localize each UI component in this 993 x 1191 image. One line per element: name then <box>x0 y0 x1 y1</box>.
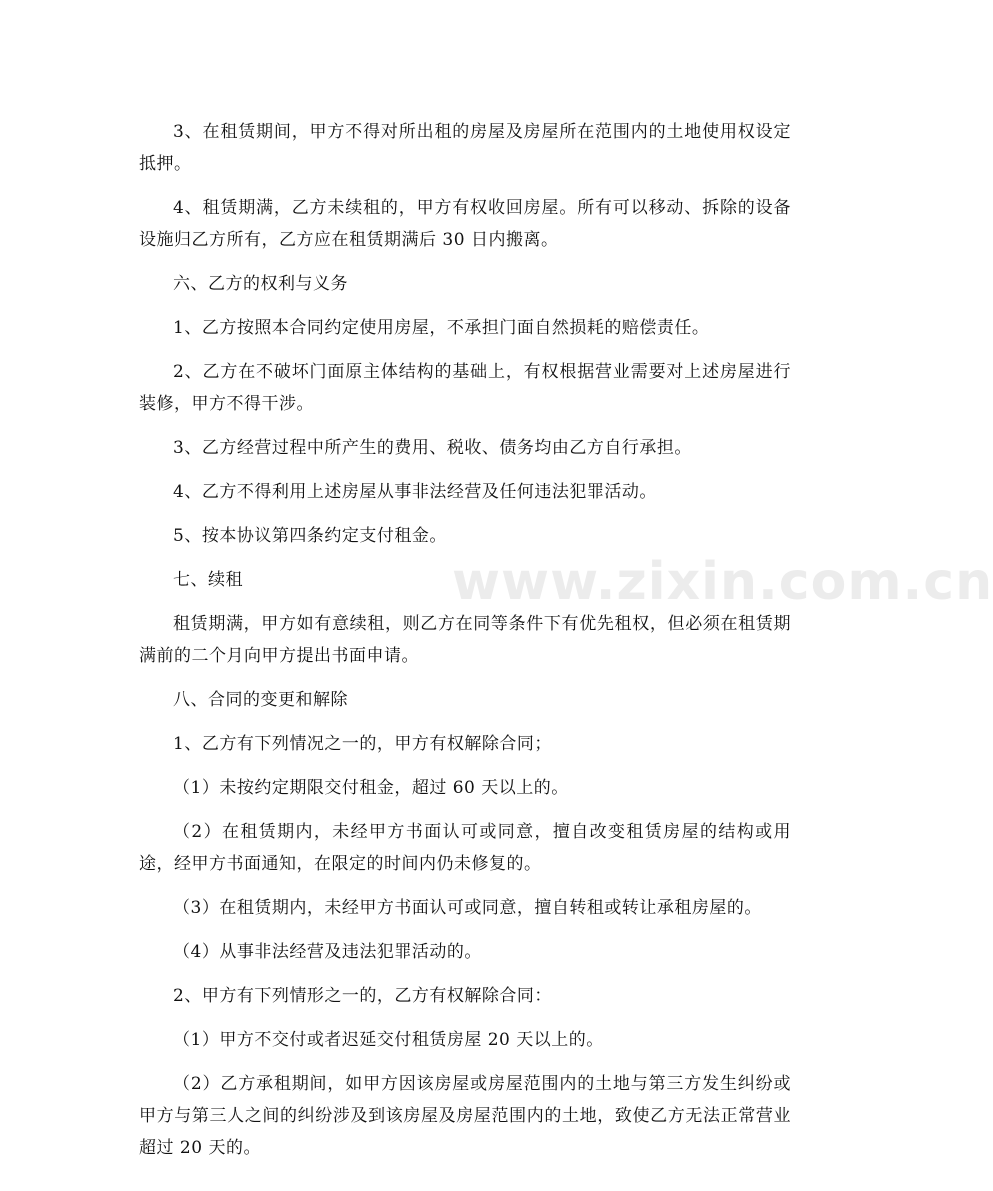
clause-six-4: 4、乙方不得利用上述房屋从事非法经营及任何违法犯罪活动。 <box>173 482 657 502</box>
clause-seven-renewal: 租赁期满，甲方如有意续租，则乙方在同等条件下有优先租权，但必须在租赁期满前的二个月向甲方提出书面申请。 <box>139 614 791 666</box>
clause-eight-1-item-2: （2）在租赁期内，未经甲方书面认可或同意，擅自改变租赁房屋的结构或用途，经甲方书面通知，在限定的时间内仍未修复的。 <box>139 822 791 874</box>
document-body <box>139 116 791 1176</box>
clause-3-no-mortgage: 3、在租赁期间，甲方不得对所出租的房屋及房屋所在范围内的土地使用权设定抵押。 <box>139 122 791 174</box>
clause-eight-1-item-4: （4）从事非法经营及违法犯罪活动的。 <box>173 942 482 962</box>
section-heading-seven: 七、续租 <box>173 570 243 590</box>
clause-six-3: 3、乙方经营过程中所产生的费用、税收、债务均由乙方自行承担。 <box>173 438 692 458</box>
clause-six-5: 5、按本协议第四条约定支付租金。 <box>173 526 447 546</box>
clause-six-1: 1、乙方按照本合同约定使用房屋，不承担门面自然损耗的赔偿责任。 <box>173 318 710 338</box>
clause-4-lease-expiry: 4、租赁期满，乙方未续租的，甲方有权收回房屋。所有可以移动、拆除的设备设施归乙方所有，乙方应在租赁期满后 30 日内搬离。 <box>139 198 791 250</box>
watermark-text: www.zixin.com.cn <box>452 552 993 612</box>
section-heading-six: 六、乙方的权利与义务 <box>173 274 348 294</box>
section-heading-eight: 八、合同的变更和解除 <box>173 690 348 710</box>
clause-eight-1: 1、乙方有下列情况之一的，甲方有权解除合同； <box>173 734 552 754</box>
clause-eight-2: 2、甲方有下列情形之一的，乙方有权解除合同： <box>173 986 552 1006</box>
clause-eight-1-item-3: （3）在租赁期内，未经甲方书面认可或同意，擅自转租或转让承租房屋的。 <box>173 898 762 918</box>
clause-eight-1-item-1: （1）未按约定期限交付租金，超过 60 天以上的。 <box>173 778 569 798</box>
clause-six-2: 2、乙方在不破坏门面原主体结构的基础上，有权根据营业需要对上述房屋进行装修，甲方不得干涉。 <box>139 362 791 414</box>
clause-eight-2-item-2: （2）乙方承租期间，如甲方因该房屋或房屋范围内的土地与第三方发生纠纷或甲方与第三人之间的纠纷涉及到该房屋及房屋范围内的土地，致使乙方无法正常营业超过 20 天的。 <box>139 1074 791 1158</box>
clause-eight-2-item-1: （1）甲方不交付或者迟延交付租赁房屋 20 天以上的。 <box>173 1030 604 1050</box>
